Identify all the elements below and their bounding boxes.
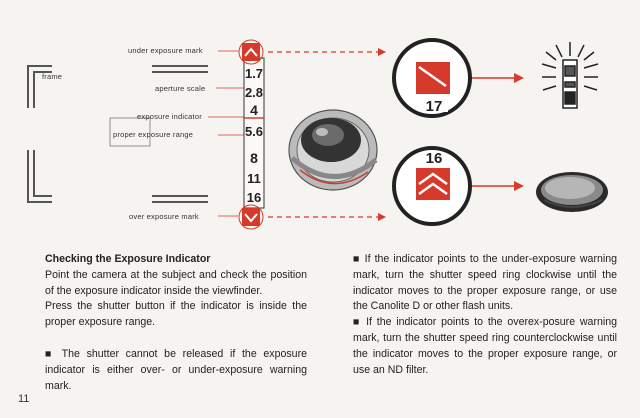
zoom-top-value: 17 (425, 98, 443, 115)
page-number: 11 (18, 393, 30, 405)
camera-lens-icon (289, 110, 377, 190)
aperture-scale-label: aperture scale (155, 84, 206, 93)
aperture-value: 4 (250, 102, 258, 118)
flash-unit-icon (542, 42, 598, 108)
frame-label: frame (42, 72, 63, 81)
aperture-value: 5.6 (244, 124, 264, 139)
zoom-bottom-value: 16 (425, 150, 443, 167)
nd-filter-icon (536, 172, 608, 212)
paragraph: Press the shutter button if the indicator is inside the proper exposure range. (45, 300, 307, 329)
proper-range-label: proper exposure range (113, 130, 194, 139)
aperture-value: 8 (250, 150, 258, 166)
paragraph: ■ If the indicator points to the overex-posure warning mark, turn the shutter speed ring counterclockwise until the indicator moves to the proper exposure range, or use an ND filter. (353, 316, 617, 376)
paragraph: ■ If the indicator points to the under-exposure warning mark, turn the shutter speed ring clockwise until the indicator moves to the proper exposure range, or use the Canolite D or other flash units. (353, 253, 617, 313)
over-mark-label: over exposure mark (129, 212, 199, 221)
section-heading: Checking the Exposure Indicator (45, 253, 211, 265)
under-mark-label: under exposure mark (128, 46, 203, 55)
note-paragraph: ■ The shutter cannot be released if the exposure indicator is either over- or under-exposure warning mark. (45, 347, 307, 392)
aperture-value: 16 (246, 190, 262, 205)
under-exposure-mark (242, 43, 260, 61)
over-exposure-mark (242, 208, 260, 226)
aperture-value: 2.8 (244, 85, 264, 100)
right-column (353, 252, 617, 378)
aperture-value: 11 (247, 171, 261, 186)
aperture-value: 1.7 (244, 66, 264, 81)
paragraph: Point the camera at the subject and check the position of the exposure indicator inside the viewfinder. (45, 268, 307, 297)
left-column (45, 252, 307, 394)
exposure-indicator-label: exposure indicator (137, 112, 202, 121)
